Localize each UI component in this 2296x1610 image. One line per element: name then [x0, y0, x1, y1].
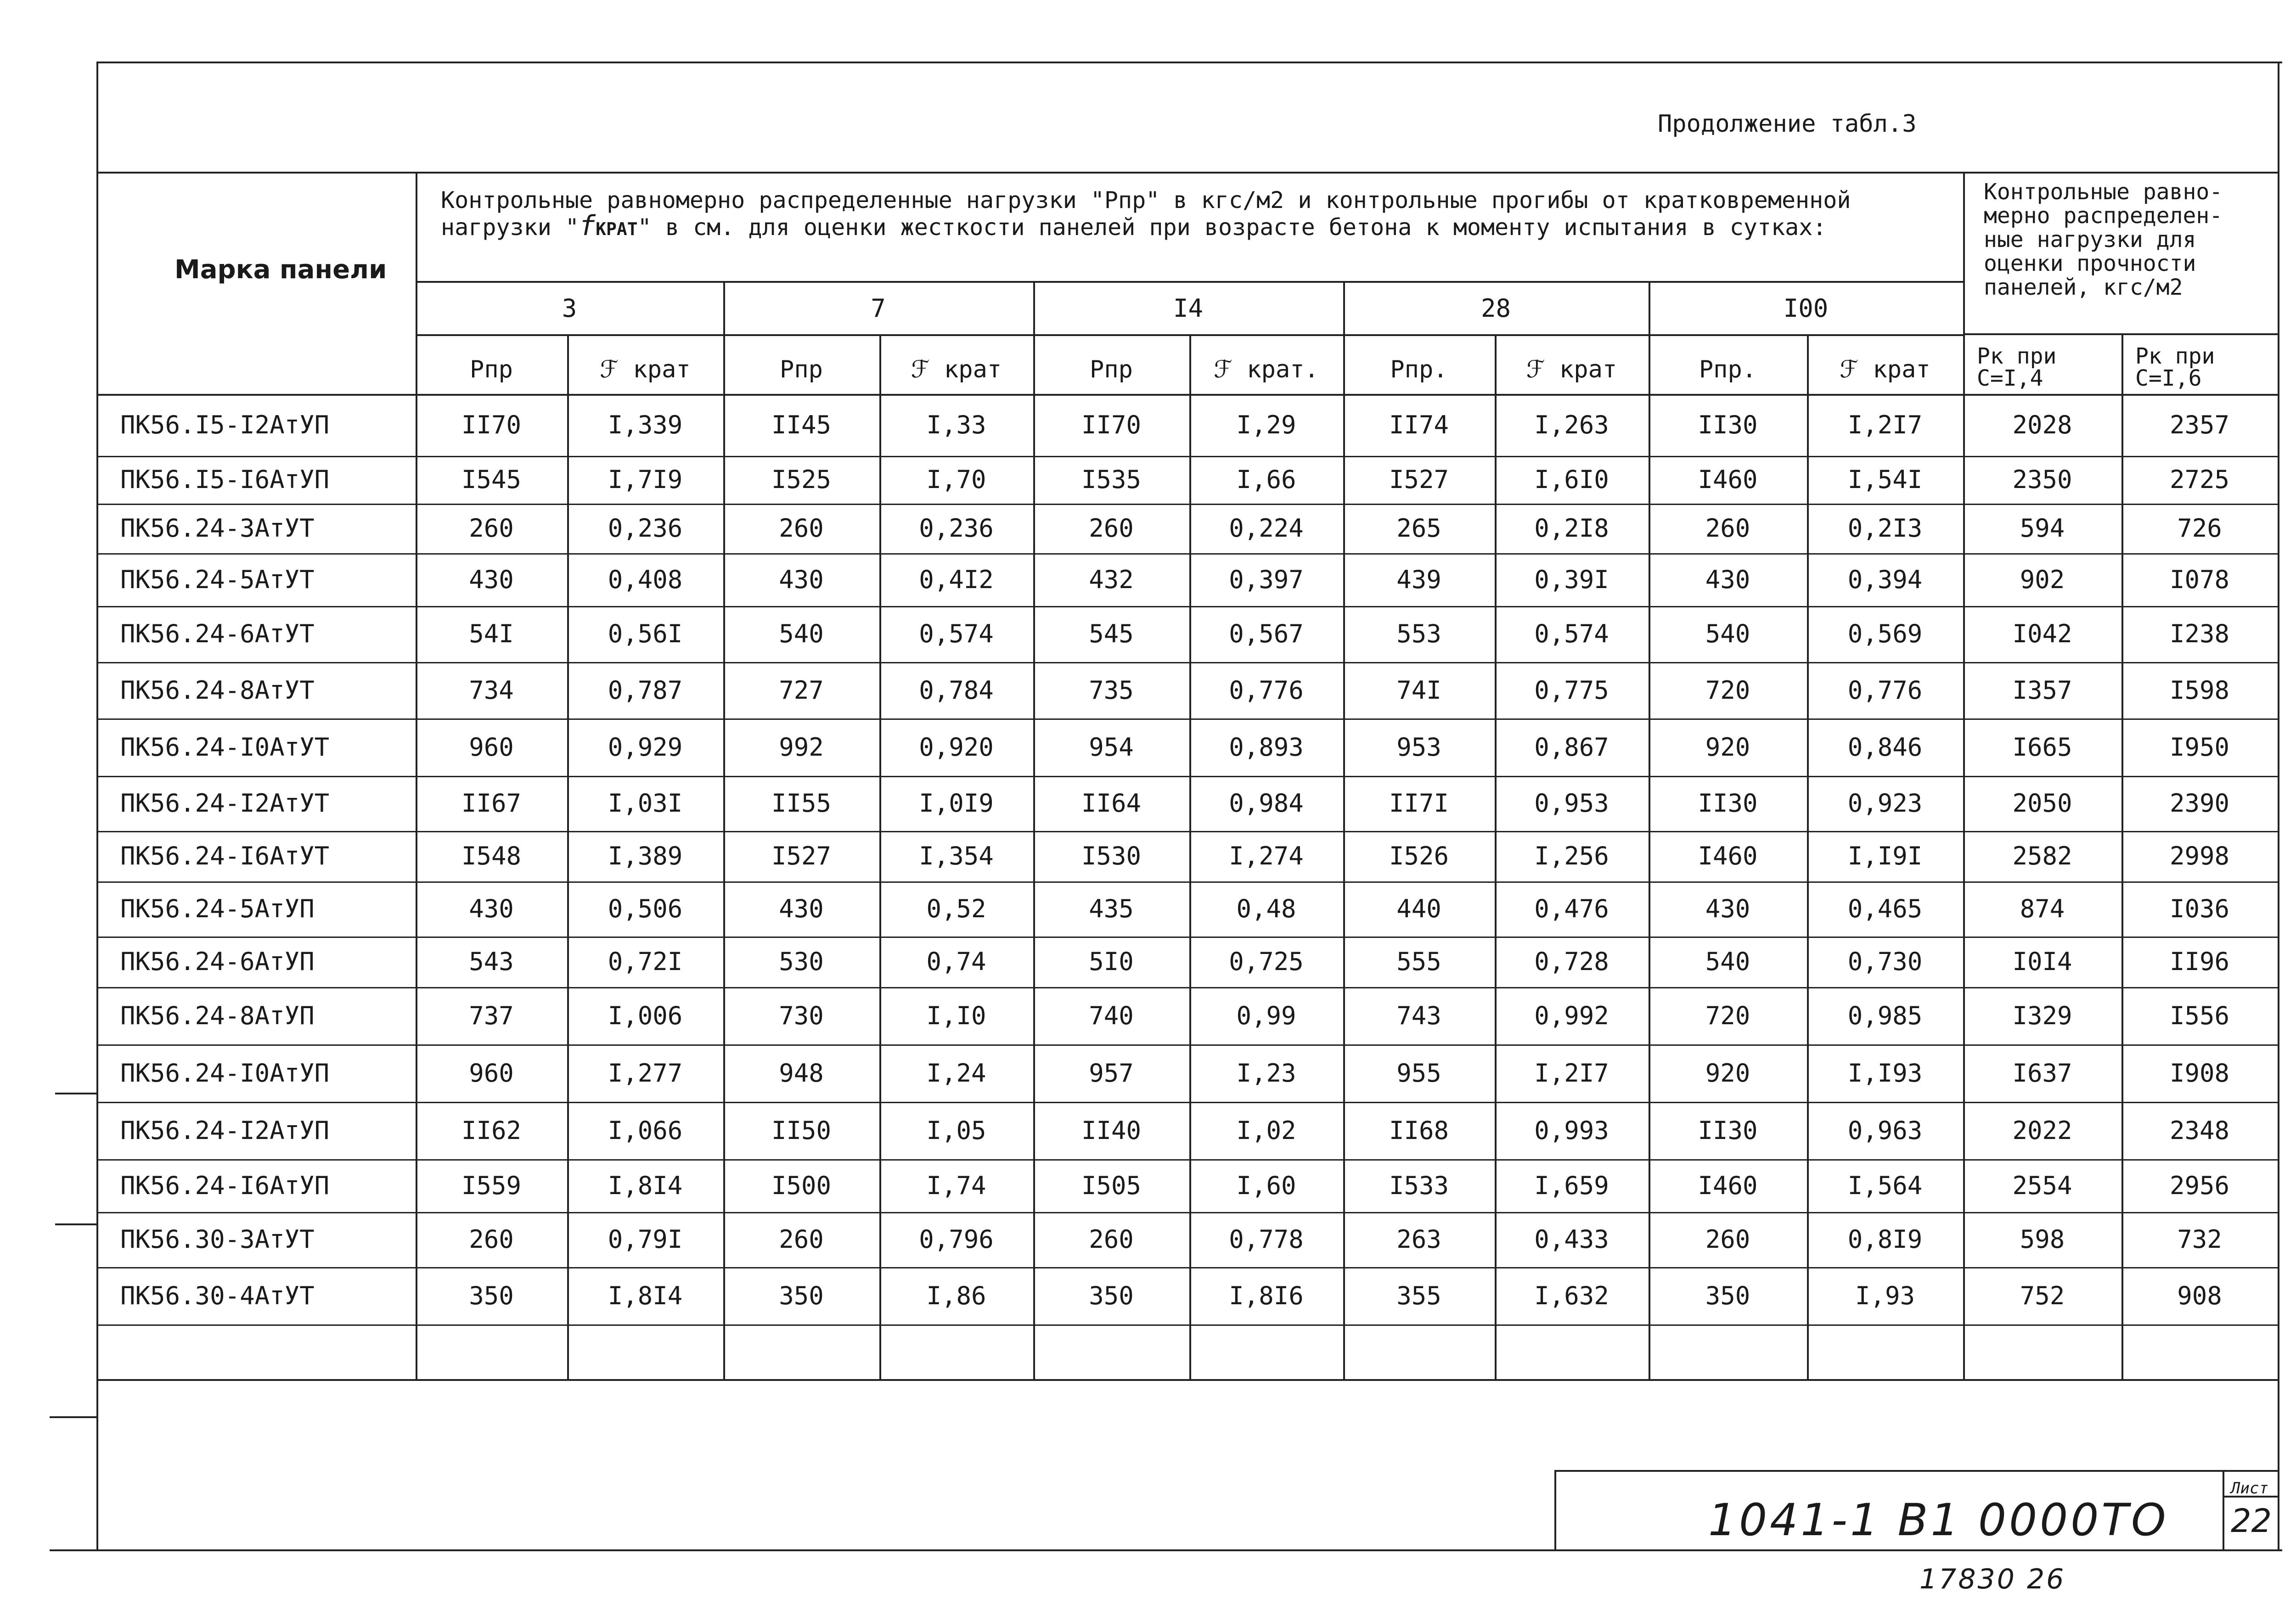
table-cell: I036 — [2169, 894, 2230, 923]
table-cell: I,006 — [608, 1001, 683, 1030]
table-cell: 0,929 — [608, 732, 683, 762]
table-cell: I238 — [2169, 619, 2230, 648]
table-cell: I,8I6 — [1229, 1281, 1304, 1310]
panel-mark: ПК56.24-3АтУТ — [120, 514, 315, 543]
table-cell: 265 — [1396, 514, 1441, 543]
table-cell: I527 — [771, 841, 832, 870]
frame-top-line — [96, 62, 2282, 63]
table-cell: 0,567 — [1229, 619, 1304, 648]
table-cell: 5I0 — [1089, 947, 1134, 976]
sub-header-f-1: ℱ крат — [911, 356, 1002, 383]
strength-header-text: Контрольные равно-мерно распределен-ные нагрузки для оценки прочности панелей, кгс/м2 — [1984, 179, 2223, 300]
table-cell: 260 — [469, 514, 514, 543]
table-cell: 0,476 — [1534, 894, 1609, 923]
table-cell: I,659 — [1534, 1171, 1609, 1200]
table-cell: 430 — [779, 565, 824, 594]
table-cell: II64 — [1081, 789, 1142, 818]
table-cell: 0,52 — [926, 894, 986, 923]
table-cell: I,74 — [926, 1171, 986, 1200]
row-divider — [96, 1102, 2278, 1103]
table-cell: I,2I7 — [1534, 1058, 1609, 1088]
table-cell: 2028 — [2012, 410, 2072, 439]
table-cell: II74 — [1389, 410, 1449, 439]
table-cell: 908 — [2177, 1281, 2222, 1310]
table-cell: 260 — [1705, 1225, 1750, 1254]
table-cell: 953 — [1396, 732, 1441, 762]
panel-mark: ПК56.24-I2АтУП — [120, 1116, 330, 1145]
panel-mark: ПК56.24-5АтУТ — [120, 565, 315, 594]
table-cell: I,2I7 — [1847, 410, 1923, 439]
panel-mark: ПК56.24-8АтУТ — [120, 675, 315, 705]
table-cell: I556 — [2169, 1001, 2230, 1030]
f-subscript: КРАТ — [596, 219, 638, 239]
row-divider — [96, 1212, 2278, 1213]
table-cell: I,05 — [926, 1116, 986, 1145]
table-cell: II45 — [771, 410, 832, 439]
row-divider — [96, 553, 2278, 555]
table-cell: II30 — [1698, 410, 1758, 439]
table-cell: I460 — [1698, 465, 1758, 494]
table-cell: 0,506 — [608, 894, 683, 923]
table-cell: 734 — [469, 675, 514, 705]
table-cell: I559 — [461, 1171, 522, 1200]
header-age-line — [416, 281, 1963, 283]
table-cell: 992 — [779, 732, 824, 762]
table-cell: 902 — [2020, 565, 2065, 594]
margin-tick — [55, 1093, 96, 1094]
table-cell: I0I4 — [2012, 947, 2072, 976]
table-cell: 0,224 — [1229, 514, 1304, 543]
table-cell: 948 — [779, 1058, 824, 1088]
table-cell: II62 — [461, 1116, 522, 1145]
age-header-4: I00 — [1783, 294, 1829, 323]
table-cell: II67 — [461, 789, 522, 818]
table-cell: 0,574 — [919, 619, 994, 648]
table-cell: I,564 — [1847, 1171, 1923, 1200]
table-cell: 0,923 — [1847, 789, 1923, 818]
stamp-sheet-line — [2223, 1470, 2224, 1549]
panel-mark: ПК56.30-3АтУТ — [120, 1225, 315, 1254]
sub-header-p-4: Рпр. — [1699, 356, 1757, 383]
table-cell: II7I — [1389, 789, 1449, 818]
table-cell: 430 — [779, 894, 824, 923]
table-cell: 0,8I9 — [1847, 1225, 1923, 1254]
table-cell: 726 — [2177, 514, 2222, 543]
table-cell: 350 — [1705, 1281, 1750, 1310]
table-cell: 350 — [779, 1281, 824, 1310]
table-cell: 0,569 — [1847, 619, 1923, 648]
strength-sub-header-2: Рк при С=I,6 — [2135, 343, 2215, 391]
table-cell: I,86 — [926, 1281, 986, 1310]
table-cell: 0,985 — [1847, 1001, 1923, 1030]
table-cell: I637 — [2012, 1058, 2072, 1088]
sub-header-p-3: Рпр. — [1390, 356, 1448, 383]
table-cell: 440 — [1396, 894, 1441, 923]
panel-mark: ПК56.24-8АтУП — [120, 1001, 315, 1030]
table-cell: 743 — [1396, 1001, 1441, 1030]
frame-bottom-line — [50, 1549, 2282, 1551]
table-cell: 920 — [1705, 732, 1750, 762]
sub-header-p-0: Рпр — [470, 356, 513, 383]
main-header-line1: Контрольные равномерно распределенные нагрузки "Pпр" в кгс/м2 и контрольные прогибы от кратковременной — [441, 187, 1851, 213]
frame-right-line — [2278, 62, 2279, 1551]
table-caption: Продолжение табл.3 — [1658, 110, 1917, 138]
strength-sub-header-1: Рк при С=I,4 — [1977, 343, 2057, 391]
table-cell: II68 — [1389, 1116, 1449, 1145]
panel-mark: ПК56.24-6АтУП — [120, 947, 315, 976]
age-header-1: 7 — [871, 294, 886, 323]
table-cell: I,66 — [1236, 465, 1296, 494]
table-cell: 732 — [2177, 1225, 2222, 1254]
table-cell: I,I9I — [1847, 841, 1923, 870]
table-cell: II55 — [771, 789, 832, 818]
table-cell: 720 — [1705, 675, 1750, 705]
table-cell: I,8I4 — [608, 1281, 683, 1310]
table-cell: 752 — [2020, 1281, 2065, 1310]
table-cell: I908 — [2169, 1058, 2230, 1088]
table-cell: I545 — [461, 465, 522, 494]
table-cell: 2956 — [2169, 1171, 2230, 1200]
table-cell: 0,787 — [608, 675, 683, 705]
table-cell: 0,867 — [1534, 732, 1609, 762]
table-cell: II96 — [2169, 947, 2230, 976]
table-cell: I460 — [1698, 841, 1758, 870]
table-cell: I,7I9 — [608, 465, 683, 494]
table-top-line — [96, 172, 2278, 174]
sheet-label: Лист — [2231, 1479, 2268, 1498]
table-cell: 0,574 — [1534, 619, 1609, 648]
table-cell: 960 — [469, 732, 514, 762]
table-cell: 737 — [469, 1001, 514, 1030]
row-divider — [96, 881, 2278, 883]
col-line-28a — [1343, 281, 1345, 1379]
mark-column-header: Марка панели — [174, 255, 387, 285]
table-cell: I,632 — [1534, 1281, 1609, 1310]
table-cell: II70 — [461, 410, 522, 439]
age-header-2: I4 — [1173, 294, 1204, 323]
table-cell: 0,2I3 — [1847, 514, 1923, 543]
table-cell: I,I0 — [926, 1001, 986, 1030]
table-cell: 2725 — [2169, 465, 2230, 494]
table-cell: I,0I9 — [919, 789, 994, 818]
table-cell: 0,74 — [926, 947, 986, 976]
table-cell: 920 — [1705, 1058, 1750, 1088]
frame-left-line — [96, 62, 98, 1551]
table-cell: I329 — [2012, 1001, 2072, 1030]
table-cell: 435 — [1089, 894, 1134, 923]
table-cell: II50 — [771, 1116, 832, 1145]
table-cell: I,6I0 — [1534, 465, 1609, 494]
table-bottom-line — [96, 1379, 2278, 1381]
table-cell: 263 — [1396, 1225, 1441, 1254]
table-cell: 432 — [1089, 565, 1134, 594]
table-cell: 350 — [469, 1281, 514, 1310]
table-cell: 540 — [779, 619, 824, 648]
table-cell: I,066 — [608, 1116, 683, 1145]
table-cell: 355 — [1396, 1281, 1441, 1310]
table-cell: 594 — [2020, 514, 2065, 543]
table-cell: 430 — [469, 894, 514, 923]
row-divider — [96, 504, 2278, 505]
sub-header-f-0: ℱ крат — [600, 356, 691, 383]
table-cell: 0,963 — [1847, 1116, 1923, 1145]
table-cell: 954 — [1089, 732, 1134, 762]
table-cell: 0,72I — [608, 947, 683, 976]
table-cell: I042 — [2012, 619, 2072, 648]
table-cell: 2348 — [2169, 1116, 2230, 1145]
table-cell: I,29 — [1236, 410, 1296, 439]
table-cell: 260 — [779, 514, 824, 543]
table-cell: II70 — [1081, 410, 1142, 439]
table-cell: 2582 — [2012, 841, 2072, 870]
table-cell: 350 — [1089, 1281, 1134, 1310]
table-cell: I598 — [2169, 675, 2230, 705]
sheet-number: 22 — [2231, 1502, 2272, 1540]
row-divider — [96, 987, 2278, 988]
table-cell: I,277 — [608, 1058, 683, 1088]
table-cell: 0,56I — [608, 619, 683, 648]
table-cell: I,93 — [1855, 1281, 1915, 1310]
table-cell: 555 — [1396, 947, 1441, 976]
panel-mark: ПК56.24-I0АтУП — [120, 1058, 330, 1088]
row-divider — [96, 1044, 2278, 1046]
table-cell: I500 — [771, 1171, 832, 1200]
f-symbol: f — [579, 210, 596, 242]
panel-mark: ПК56.24-6АтУТ — [120, 619, 315, 648]
table-cell: 0,408 — [608, 565, 683, 594]
table-cell: 0,984 — [1229, 789, 1304, 818]
main-header-line2: нагрузки "fКРАТ" в см. для оценки жесткости панелей при возрасте бетона к моменту испытания в сутках: — [441, 210, 1827, 242]
stamp-left-line — [1554, 1470, 1556, 1549]
table-cell: 0,920 — [919, 732, 994, 762]
sub-header-p-2: Рпр — [1090, 356, 1133, 383]
table-cell: 0,397 — [1229, 565, 1304, 594]
row-divider — [96, 937, 2278, 938]
table-cell: 74I — [1396, 675, 1441, 705]
table-cell: II30 — [1698, 1116, 1758, 1145]
table-cell: 727 — [779, 675, 824, 705]
table-cell: 2998 — [2169, 841, 2230, 870]
table-cell: 2554 — [2012, 1171, 2072, 1200]
table-cell: 540 — [1705, 947, 1750, 976]
row-divider — [96, 606, 2278, 607]
table-cell: I505 — [1081, 1171, 1142, 1200]
table-cell: II40 — [1081, 1116, 1142, 1145]
table-cell: I,24 — [926, 1058, 986, 1088]
table-cell: 0,236 — [919, 514, 994, 543]
table-cell: 2050 — [2012, 789, 2072, 818]
table-cell: 2390 — [2169, 789, 2230, 818]
table-cell: I530 — [1081, 841, 1142, 870]
margin-tick — [50, 1416, 96, 1418]
table-cell: 0,39I — [1534, 565, 1609, 594]
table-cell: 545 — [1089, 619, 1134, 648]
table-cell: I,8I4 — [608, 1171, 683, 1200]
table-cell: 0,48 — [1236, 894, 1296, 923]
table-cell: I,54I — [1847, 465, 1923, 494]
table-cell: 2357 — [2169, 410, 2230, 439]
age-header-0: 3 — [562, 294, 577, 323]
table-cell: 0,433 — [1534, 1225, 1609, 1254]
table-cell: 0,778 — [1229, 1225, 1304, 1254]
header-bottom-line — [96, 394, 2278, 396]
table-cell: 0,236 — [608, 514, 683, 543]
table-cell: 0,79I — [608, 1225, 683, 1254]
table-cell: I535 — [1081, 465, 1142, 494]
table-cell: 0,775 — [1534, 675, 1609, 705]
table-cell: 960 — [469, 1058, 514, 1088]
table-cell: 957 — [1089, 1058, 1134, 1088]
table-cell: 0,2I8 — [1534, 514, 1609, 543]
table-cell: 260 — [1089, 514, 1134, 543]
table-cell: I,02 — [1236, 1116, 1296, 1145]
table-cell: 598 — [2020, 1225, 2065, 1254]
table-cell: I078 — [2169, 565, 2230, 594]
table-cell: II30 — [1698, 789, 1758, 818]
table-cell: 430 — [469, 565, 514, 594]
table-cell: I,256 — [1534, 841, 1609, 870]
table-cell: I357 — [2012, 675, 2072, 705]
table-cell: 439 — [1396, 565, 1441, 594]
table-cell: 0,725 — [1229, 947, 1304, 976]
table-cell: 543 — [469, 947, 514, 976]
table-cell: 0,728 — [1534, 947, 1609, 976]
main-header-text — [441, 187, 1956, 242]
row-divider — [96, 718, 2278, 720]
col-line-14a — [1033, 281, 1035, 1379]
table-cell: 874 — [2020, 894, 2065, 923]
table-cell: 735 — [1089, 675, 1134, 705]
panel-mark: ПК56.24-I6АтУТ — [120, 841, 330, 870]
panel-mark: ПК56.24-I6АтУП — [120, 1171, 330, 1200]
table-cell: I,70 — [926, 465, 986, 494]
table-cell: 260 — [779, 1225, 824, 1254]
table-cell: I526 — [1389, 841, 1449, 870]
col-line-100a — [1649, 281, 1650, 1379]
table-cell: 260 — [1089, 1225, 1134, 1254]
table-cell: 0,776 — [1847, 675, 1923, 705]
table-cell: I533 — [1389, 1171, 1449, 1200]
table-cell: I,60 — [1236, 1171, 1296, 1200]
table-cell: 0,992 — [1534, 1001, 1609, 1030]
bottom-handwritten-note: 17830 26 — [1919, 1563, 2066, 1595]
panel-mark: ПК56.I5-I6АтУП — [120, 465, 330, 494]
table-cell: 0,993 — [1534, 1116, 1609, 1145]
panel-mark: ПК56.30-4АтУТ — [120, 1281, 315, 1310]
table-cell: 260 — [469, 1225, 514, 1254]
table-cell: 2022 — [2012, 1116, 2072, 1145]
table-cell: 430 — [1705, 565, 1750, 594]
table-cell: 0,465 — [1847, 894, 1923, 923]
table-cell: 0,893 — [1229, 732, 1304, 762]
sub-header-p-1: Рпр — [780, 356, 823, 383]
table-cell: I460 — [1698, 1171, 1758, 1200]
table-cell: 720 — [1705, 1001, 1750, 1030]
table-cell: 0,776 — [1229, 675, 1304, 705]
table-cell: I,389 — [608, 841, 683, 870]
col-line-7a — [723, 281, 725, 1379]
panel-mark: ПК56.24-I2АтУТ — [120, 789, 330, 818]
table-cell: 553 — [1396, 619, 1441, 648]
row-divider — [96, 776, 2278, 777]
row-divider — [96, 662, 2278, 663]
row-divider — [96, 1324, 2278, 1326]
table-cell: I,33 — [926, 410, 986, 439]
panel-mark: ПК56.24-5АтУП — [120, 894, 315, 923]
table-cell: 0,953 — [1534, 789, 1609, 818]
row-divider — [96, 1267, 2278, 1268]
header-right-line — [1963, 333, 2278, 335]
margin-tick — [55, 1223, 96, 1225]
sub-header-f-4: ℱ крат — [1840, 356, 1930, 383]
document-code: 1041-1 В1 0000ТО — [1708, 1494, 2169, 1546]
row-divider — [96, 1159, 2278, 1161]
row-divider — [96, 456, 2278, 457]
table-cell: 0,784 — [919, 675, 994, 705]
sub-header-f-2: ℱ крат. — [1214, 356, 1319, 383]
row-divider — [96, 831, 2278, 832]
panel-mark: ПК56.I5-I2АтУП — [120, 410, 330, 439]
table-cell: 540 — [1705, 619, 1750, 648]
table-cell: 54I — [469, 619, 514, 648]
table-cell: 430 — [1705, 894, 1750, 923]
table-cell: I,274 — [1229, 841, 1304, 870]
table-cell: I,23 — [1236, 1058, 1296, 1088]
panel-mark: ПК56.24-I0АтУТ — [120, 732, 330, 762]
table-cell: 2350 — [2012, 465, 2072, 494]
table-cell: I,03I — [608, 789, 683, 818]
table-cell: 955 — [1396, 1058, 1441, 1088]
age-header-3: 28 — [1480, 294, 1511, 323]
table-cell: I,263 — [1534, 410, 1609, 439]
table-cell: 740 — [1089, 1001, 1134, 1030]
table-cell: I527 — [1389, 465, 1449, 494]
table-cell: I,354 — [919, 841, 994, 870]
table-cell: 260 — [1705, 514, 1750, 543]
table-cell: I665 — [2012, 732, 2072, 762]
table-cell: 0,99 — [1236, 1001, 1296, 1030]
table-cell: 730 — [779, 1001, 824, 1030]
table-cell: 0,4I2 — [919, 565, 994, 594]
table-cell: 0,846 — [1847, 732, 1923, 762]
table-cell: 0,394 — [1847, 565, 1923, 594]
table-cell: I,I93 — [1847, 1058, 1923, 1088]
table-cell: I,339 — [608, 410, 683, 439]
sub-header-f-3: ℱ крат — [1526, 356, 1617, 383]
table-cell: I548 — [461, 841, 522, 870]
table-cell: 0,796 — [919, 1225, 994, 1254]
table-cell: 530 — [779, 947, 824, 976]
table-cell: 0,730 — [1847, 947, 1923, 976]
table-cell: I525 — [771, 465, 832, 494]
stamp-top-line — [1554, 1470, 2278, 1472]
table-cell: I950 — [2169, 732, 2230, 762]
